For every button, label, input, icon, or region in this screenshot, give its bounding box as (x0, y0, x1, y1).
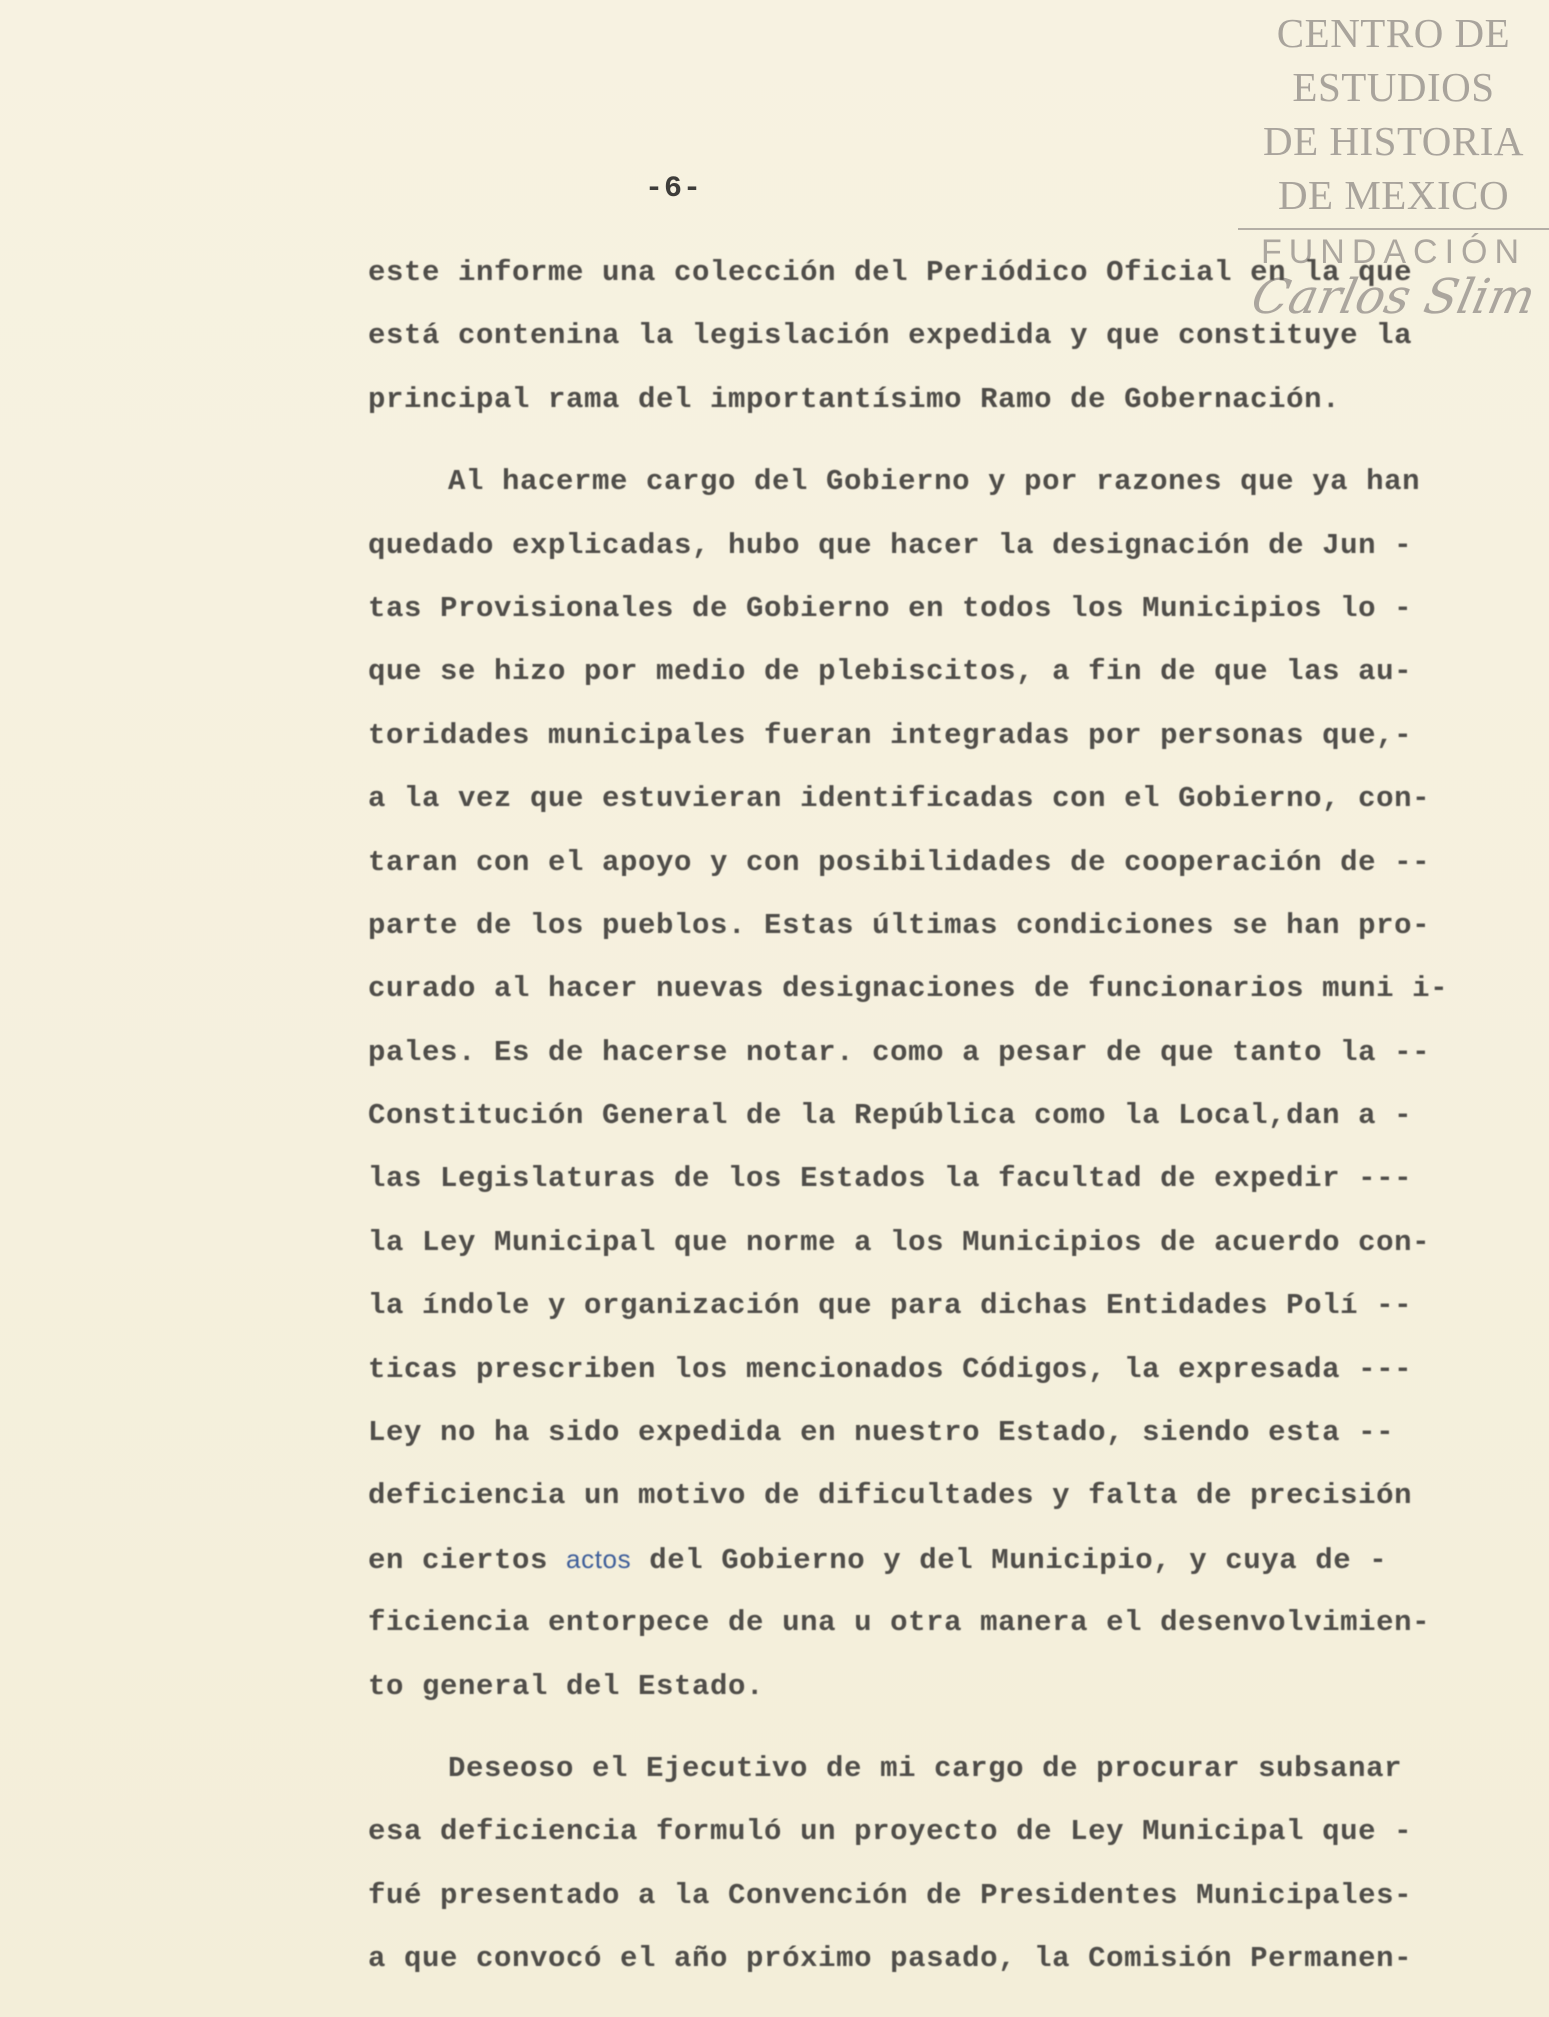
handwritten-annotation: actos (566, 1543, 632, 1574)
paragraph (368, 1737, 1488, 1991)
watermark-divider (1238, 228, 1549, 230)
text-line: en ciertos actos del Gobierno y del Municipio, y cuya de - (368, 1543, 1388, 1577)
text-line: pales. Es de hacerse notar. como a pesar de que tanto la -- (368, 1035, 1431, 1069)
watermark-line: CENTRO DE (1276, 10, 1511, 56)
text-line: a la vez que estuvieran identificadas con el Gobierno, con- (368, 782, 1431, 816)
text-line: ticas prescriben los mencionados Códigos, la expresada --- (368, 1352, 1413, 1386)
watermark-signature: Carlos Slim (1246, 269, 1541, 325)
paragraph (368, 450, 1488, 1718)
text-line: to general del Estado. (368, 1669, 765, 1703)
text-line: Al hacerme cargo del Gobierno y por razones que ya han (448, 465, 1421, 499)
paragraph-gap (368, 431, 1488, 450)
text-line: esa deficiencia formuló un proyecto de Ley Municipal que - (368, 1815, 1413, 1849)
text-line: Ley no ha sido expedida en nuestro Estado, siendo esta -- (368, 1416, 1395, 1450)
text-line: deficiencia un motivo de dificultades y falta de precisión (368, 1479, 1413, 1513)
text-line: este informe una colección del Periódico Oficial en la que (368, 256, 1413, 289)
typewritten-body (368, 241, 1488, 1991)
text-line: Deseoso el Ejecutivo de mi cargo de procurar subsanar (448, 1751, 1403, 1785)
text-line: Constitución General de la República como la Local,dan a - (368, 1099, 1413, 1133)
watermark-foundation: FUNDACIÓN (1260, 233, 1527, 271)
text-line: la Ley Municipal que norme a los Municipios de acuerdo con- (368, 1225, 1431, 1259)
watermark-line: DE HISTORIA (1263, 118, 1524, 164)
text-line: ficiencia entorpece de una u otra manera el desenvolvimien- (368, 1606, 1431, 1640)
watermark-line: DE MEXICO (1277, 172, 1510, 218)
text-line: taran con el apoyo y con posibilidades de cooperación de -- (368, 845, 1431, 879)
text-line: parte de los pueblos. Estas últimas condiciones se han pro- (368, 908, 1431, 942)
text-line: las Legislaturas de los Estados la facultad de expedir --- (368, 1162, 1413, 1196)
text-line: toridades municipales fueran integradas por personas que,- (368, 718, 1413, 752)
text-line: tas Provisionales de Gobierno en todos los Municipios lo - (368, 591, 1413, 625)
text-line: que se hizo por medio de plebiscitos, a fin de que las au- (368, 655, 1413, 689)
paragraph (368, 241, 1488, 431)
page-number: -6- (645, 172, 703, 206)
text-line: está contenina la legislación expedida y que constituye la (368, 319, 1413, 353)
text-line: la índole y organización que para dichas Entidades Polí -- (368, 1289, 1413, 1323)
paragraph-gap (368, 1718, 1488, 1737)
text-line: a que convocó el año próximo pasado, la Comisión Permanen- (368, 1942, 1413, 1976)
text-line: quedado explicadas, hubo que hacer la designación de Jun - (368, 528, 1413, 562)
text-line: principal rama del importantísimo Ramo de Gobernación. (368, 382, 1341, 416)
watermark-line: ESTUDIOS (1292, 64, 1495, 110)
text-line: curado al hacer nuevas designaciones de funcionarios muni i- (368, 972, 1449, 1006)
text-line: fué presentado a la Convención de Presidentes Municipales- (368, 1878, 1413, 1912)
